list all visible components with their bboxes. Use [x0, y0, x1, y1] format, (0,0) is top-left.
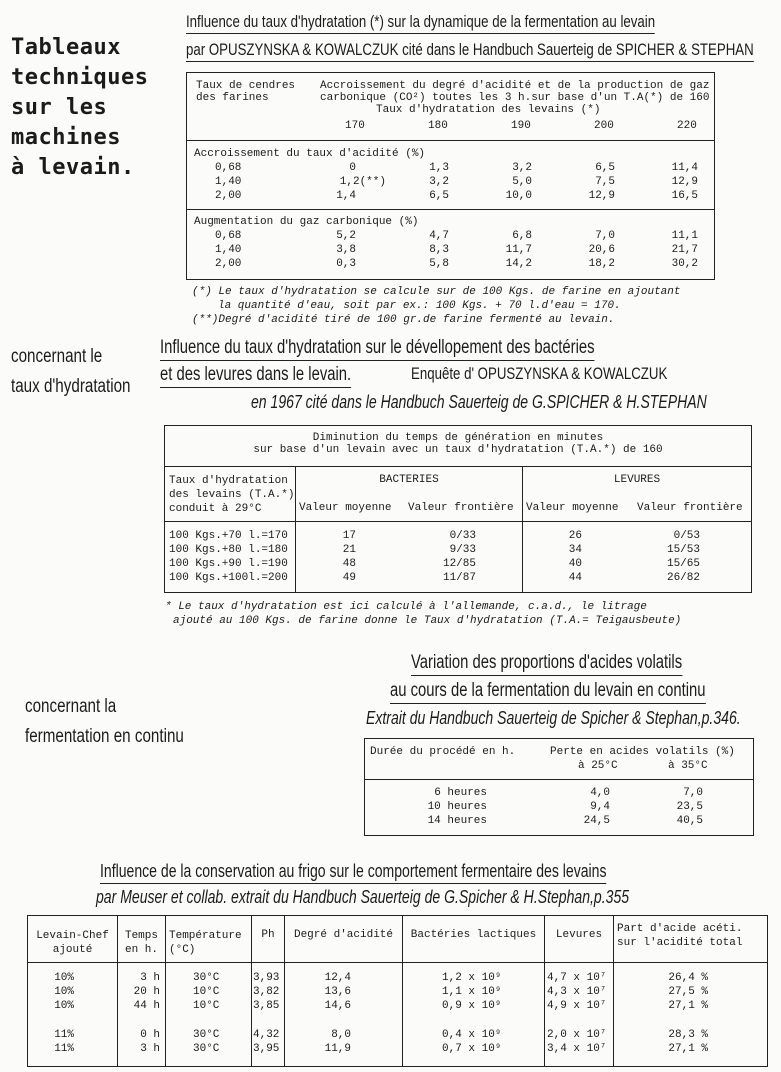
table4-header-line: (°C) [169, 944, 196, 956]
table2-title-line2b: Enquête d' OPUSZYNSKA & KOWALCZUK [411, 364, 668, 383]
table2-col0-header-line: Taux d'hydratation [169, 475, 288, 487]
row-label: 100 Kgs.+90 l.=190 [169, 558, 288, 570]
temp-cell: 10°C [193, 1000, 220, 1012]
table1-col0-header-line: des farines [196, 92, 269, 104]
table1-section-label: Accroissement du taux d'acidité (%) [194, 148, 426, 160]
table2-col0-header-line: conduit à 29°C [169, 503, 262, 515]
side-title-line: à levain. [11, 155, 135, 180]
ash-value: 0,68 [215, 162, 242, 174]
table2-top-header-line: Diminution du temps de génération en minutes [312, 432, 604, 444]
table1-col0-header-line: Taux de cendres [196, 80, 296, 92]
value-cell: 7,0 [595, 230, 615, 242]
table1-title-line1: Influence du taux d'hydratation (*) sur la dynamique de la fermentation au levain [186, 12, 655, 34]
value-cell: 8,3 [429, 244, 449, 256]
side-title-line: sur les [11, 95, 108, 120]
ash-value: 2,00 [215, 258, 242, 270]
value-cell: 3,2 [429, 176, 449, 188]
value-cell: 18,2 [588, 258, 615, 270]
value-cell: 44 [568, 572, 582, 584]
side-title-line: machines [11, 125, 121, 150]
value-cell: 40,5 [676, 815, 703, 827]
table3-title-line2: au cours de la fermentation du levain en continu [390, 680, 706, 704]
section2-label [11, 342, 131, 402]
value-cell: 11,4 [671, 162, 698, 174]
side-title-line: Tableaux [11, 35, 121, 60]
yeast-cell: 2,0 x 10⁷ [547, 1029, 607, 1041]
acetic-cell: 28,3 % [668, 1029, 708, 1041]
bacteria-cell: 0,9 x 10⁹ [442, 1000, 502, 1012]
levain-cell: 11% [54, 1029, 74, 1041]
levain-cell: 10% [54, 986, 74, 998]
value-cell: 6,5 [429, 190, 449, 202]
table4-header [118, 929, 165, 957]
ash-value: 2,00 [215, 190, 242, 202]
table2-top-header [164, 432, 752, 456]
acidity-cell: 8,0 [331, 1029, 351, 1041]
table2-title-line3: en 1967 cité dans le Handbuch Sauerteig de G.SPICHER & H.STEPHAN [251, 392, 707, 412]
value-cell: 5,0 [512, 176, 532, 188]
value-cell: 7,5 [595, 176, 615, 188]
time-cell: 20 h [133, 986, 160, 998]
ph-cell: 3,85 [253, 1000, 280, 1012]
value-cell: 4,0 [590, 787, 610, 799]
time-cell: 3 h [140, 1043, 160, 1055]
table1-note: (*) Le taux d'hydratation se calcule sur de 100 Kgs. de farine en ajoutant [192, 286, 681, 298]
value-cell: 5,8 [429, 258, 449, 270]
table3-temp-header: à 35°C [668, 760, 708, 772]
acetic-cell: 27,5 % [668, 986, 708, 998]
hydration-level: 220 [677, 120, 697, 132]
levain-cell: 10% [54, 972, 74, 984]
value-cell: 11,1 [671, 230, 698, 242]
value-cell: 9/33 [449, 544, 476, 556]
table2-subheader: Valeur moyenne [526, 502, 619, 514]
table1-main-header [320, 80, 709, 116]
value-cell: 21 [342, 544, 356, 556]
value-cell: 1,2(**) [339, 176, 386, 188]
value-cell: 12,9 [588, 190, 615, 202]
value-cell: 0/53 [673, 530, 700, 542]
acetic-cell: 27,1 % [668, 1043, 708, 1055]
value-cell: 11/87 [442, 572, 476, 584]
table4-header-line: Levain-Chef [36, 930, 109, 942]
value-cell: 10,0 [505, 190, 532, 202]
table1-main-header-line: Taux d'hydratation des levains (*) [376, 104, 601, 116]
table4-header-line: en h. [124, 944, 158, 956]
value-cell: 4,7 [429, 230, 449, 242]
acidity-cell: 13,6 [324, 986, 351, 998]
hydration-level: 180 [428, 120, 448, 132]
table1-note: la quantité d'eau, soit par ex.: 100 Kgs. + 70 l.d'eau = 170. [218, 300, 621, 312]
table2-subheader: Valeur moyenne [299, 502, 392, 514]
value-cell: 20,6 [588, 244, 615, 256]
value-cell: 49 [342, 572, 356, 584]
value-cell: 16,5 [671, 190, 698, 202]
table4-title-line1: Influence de la conservation au frigo sur le comportement fermentaire des levains [100, 861, 607, 884]
table1-main-header-line: carbonique (CO²) toutes les 3 h.sur base d'un T.A(*) de 160 [320, 92, 710, 104]
table2-subheader: Valeur frontière [408, 502, 514, 514]
value-cell: 12/85 [442, 558, 476, 570]
table4-col-divider [165, 915, 166, 1067]
value-cell: 48 [342, 558, 356, 570]
table2-subheader: Valeur frontière [637, 502, 743, 514]
value-cell: 34 [568, 544, 582, 556]
table2-top-header-line: sur base d'un levain avec un taux d'hydratation (T.A.*) de 160 [253, 444, 663, 456]
ph-cell: 3,93 [253, 972, 280, 984]
table1-section-label: Augmentation du gaz carbonique (%) [194, 216, 419, 228]
table2-group-bacteries: BACTERIES [379, 474, 439, 486]
section3-label-line: concernant la [25, 696, 117, 717]
value-cell: 3,2 [512, 162, 532, 174]
value-cell: 11,7 [505, 244, 532, 256]
row-label: 100 Kgs.+100l.=200 [169, 572, 288, 584]
table2-divider [164, 466, 752, 467]
value-cell: 15/65 [666, 558, 700, 570]
temp-cell: 30°C [193, 1043, 220, 1055]
hydration-level: 170 [345, 120, 365, 132]
ash-value: 1,40 [215, 176, 242, 188]
table4-header: Degré d'acidité [293, 929, 394, 941]
table3-divider [364, 779, 754, 780]
table3-col-header: Perte en acides volatils (%) [550, 746, 735, 758]
table2-title-line2a: et des levures dans le levain. [160, 364, 351, 388]
bacteria-cell: 0,7 x 10⁹ [442, 1043, 502, 1055]
value-cell: 26/82 [666, 572, 700, 584]
value-cell: 12,9 [671, 176, 698, 188]
acidity-cell: 11,9 [324, 1043, 351, 1055]
row-label: 100 Kgs.+70 l.=170 [169, 530, 288, 542]
value-cell: 3,8 [336, 244, 356, 256]
table1-note: (**)Degré d'acidité tiré de 100 gr.de farine fermenté au levain. [192, 314, 615, 326]
table3-col0-header: Durée du procédé en h. [370, 746, 516, 758]
yeast-cell: 4,3 x 10⁷ [547, 986, 607, 998]
value-cell: 7,0 [683, 787, 703, 799]
side-title-line: techniques [11, 65, 149, 90]
value-cell: 14,2 [505, 258, 532, 270]
table1-main-header-line: Accroissement du degré d'acidité et de la production de gaz [320, 80, 710, 92]
table4-divider [27, 962, 768, 963]
table1-divider [186, 209, 715, 210]
value-cell: 15/53 [666, 544, 700, 556]
table3-title-line1: Variation des proportions d'acides volatils [411, 652, 682, 676]
value-cell: 24,5 [583, 815, 610, 827]
temp-cell: 30°C [193, 1029, 220, 1041]
ph-cell: 3,82 [253, 986, 280, 998]
ph-cell: 3,95 [253, 1043, 280, 1055]
bacteria-cell: 0,4 x 10⁹ [442, 1029, 502, 1041]
value-cell: 21,7 [671, 244, 698, 256]
table4-header: Levures [555, 929, 603, 941]
acidity-cell: 12,4 [324, 972, 351, 984]
yeast-cell: 3,4 x 10⁷ [547, 1043, 607, 1055]
table2-note: * Le taux d'hydratation est ici calculé à l'allemande, c.a.d., le litrage [165, 601, 647, 613]
value-cell: 0/33 [449, 530, 476, 542]
section2-label-line: taux d'hydratation [11, 376, 131, 397]
time-cell: 44 h [133, 1000, 160, 1012]
table4-header [169, 929, 242, 957]
table2-col0-header-line: des levains (T.A.*) [169, 489, 295, 501]
table1-col0-header [196, 80, 295, 104]
table4-header-line: ajouté [52, 944, 93, 956]
table2-group-levures: LEVURES [613, 474, 661, 486]
section3-label-line: fermentation en continu [25, 726, 184, 747]
table2-divider [164, 521, 752, 522]
table4-header-line: Temps [124, 930, 158, 942]
time-cell: 3 h [140, 972, 160, 984]
value-cell: 1,3 [429, 162, 449, 174]
table4-header-line: sur l'acidité total [617, 937, 743, 949]
temp-cell: 10°C [193, 986, 220, 998]
acidity-cell: 14,6 [324, 1000, 351, 1012]
table2-note: ajouté au 100 Kgs. de farine donne le Taux d'hydratation (T.A.= Teigausbeute) [173, 615, 682, 627]
value-cell: 9,4 [590, 801, 610, 813]
ph-cell: 4,32 [253, 1029, 280, 1041]
temp-cell: 30°C [193, 972, 220, 984]
value-cell: 23,5 [676, 801, 703, 813]
section3-label [25, 692, 184, 752]
table4-header [617, 922, 742, 950]
section2-label-line: concernant le [11, 346, 103, 367]
side-title [11, 33, 148, 183]
table3-temp-header: à 25°C [578, 760, 618, 772]
value-cell: 1,4 [336, 190, 356, 202]
ash-value: 1,40 [215, 244, 242, 256]
value-cell: 26 [568, 530, 582, 542]
duration-cell: 6 heures [434, 787, 487, 799]
value-cell: 0,3 [336, 258, 356, 270]
yeast-cell: 4,9 x 10⁷ [547, 1000, 607, 1012]
table2-col0-header [169, 474, 294, 516]
table4-header-line: Température [169, 930, 242, 942]
acetic-cell: 27,1 % [668, 1000, 708, 1012]
table2-title-line1: Influence du taux d'hydratation sur le dévellopement des bactéries [160, 337, 595, 361]
duration-cell: 10 heures [427, 801, 487, 813]
time-cell: 0 h [140, 1029, 160, 1041]
table4-header [28, 929, 117, 957]
table4-col-divider [613, 915, 614, 1067]
value-cell: 0 [349, 162, 356, 174]
levain-cell: 10% [54, 1000, 74, 1012]
ash-value: 0,68 [215, 230, 242, 242]
hydration-level: 190 [511, 120, 531, 132]
table4-header: Bactéries lactiques [410, 929, 537, 941]
table4-header: Ph [261, 929, 275, 941]
bacteria-cell: 1,1 x 10⁹ [442, 986, 502, 998]
value-cell: 30,2 [671, 258, 698, 270]
table3-title-line3: Extrait du Handbuch Sauerteig de Spicher & Stephan,p.346. [366, 708, 741, 728]
table1-notes [192, 285, 680, 327]
value-cell: 6,5 [595, 162, 615, 174]
levain-cell: 11% [54, 1043, 74, 1055]
table4-header-line: Part d'acide acéti. [617, 923, 743, 935]
table1-divider [186, 140, 715, 141]
value-cell: 6,8 [512, 230, 532, 242]
yeast-cell: 4,7 x 10⁷ [547, 972, 607, 984]
value-cell: 17 [342, 530, 356, 542]
row-label: 100 Kgs.+80 l.=180 [169, 544, 288, 556]
acetic-cell: 26,4 % [668, 972, 708, 984]
value-cell: 40 [568, 558, 582, 570]
duration-cell: 14 heures [427, 815, 487, 827]
value-cell: 5,2 [336, 230, 356, 242]
bacteria-cell: 1,2 x 10⁹ [442, 972, 502, 984]
hydration-level: 200 [594, 120, 614, 132]
table1-title-line2: par OPUSZYNSKA & KOWALCZUK cité dans le Handbuch Sauerteig de SPICHER & STEPHAN [186, 40, 754, 62]
table4-title-line2: par Meuser et collab. extrait du Handbuch Sauerteig de G.Spicher & H.Stephan,p.355 [96, 887, 630, 907]
table2-notes [165, 600, 681, 628]
